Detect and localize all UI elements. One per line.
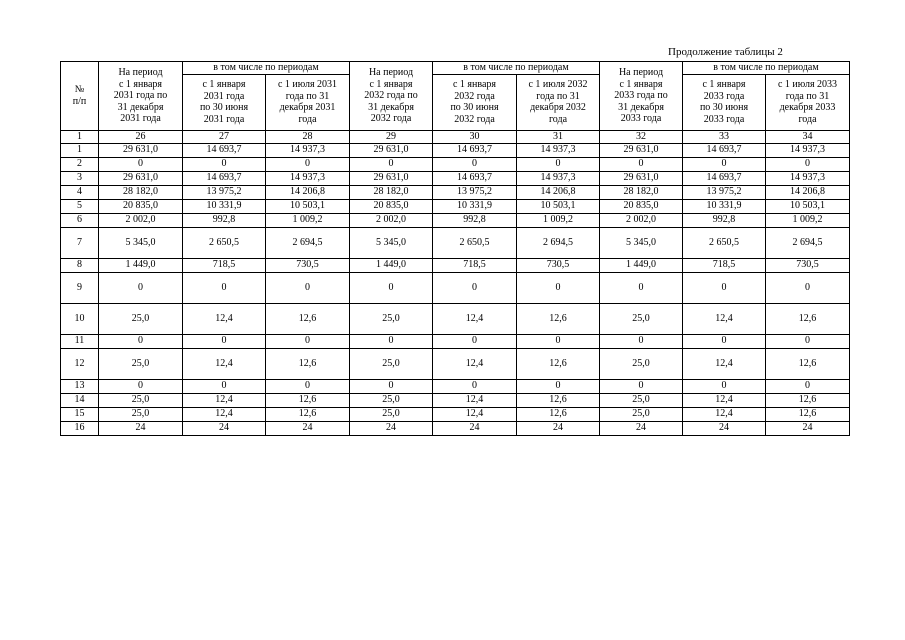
column-number-cell: 29 <box>350 130 433 143</box>
value-cell: 730,5 <box>766 258 850 272</box>
value-cell: 0 <box>600 272 683 303</box>
table-row <box>61 407 850 421</box>
value-cell: 20 835,0 <box>99 199 183 213</box>
value-cell: 14 693,7 <box>683 171 766 185</box>
value-cell: 0 <box>766 157 850 171</box>
value-cell: 5 345,0 <box>99 227 183 258</box>
value-cell: 0 <box>600 334 683 348</box>
value-cell: 14 937,3 <box>766 143 850 157</box>
value-cell: 0 <box>517 379 600 393</box>
period-full-header-2032: На период с 1 января 2032 года по 31 декабря 2032 года <box>350 62 433 131</box>
value-cell: 25,0 <box>600 348 683 379</box>
column-number-cell: 26 <box>99 130 183 143</box>
value-cell: 0 <box>350 272 433 303</box>
value-cell: 25,0 <box>99 393 183 407</box>
table-row <box>61 227 850 258</box>
value-cell: 12,6 <box>266 393 350 407</box>
half2-header-2033: с 1 июля 2033 года по 31 декабря 2033 года <box>766 74 850 130</box>
column-number-cell: 31 <box>517 130 600 143</box>
column-number-cell: 32 <box>600 130 683 143</box>
table-row <box>61 213 850 227</box>
value-cell: 0 <box>183 334 266 348</box>
table-row <box>61 348 850 379</box>
half1-header-2032: с 1 января 2032 года по 30 июня 2032 года <box>433 74 517 130</box>
row-number-cell: 16 <box>61 421 99 435</box>
value-cell: 24 <box>350 421 433 435</box>
value-cell: 2 650,5 <box>433 227 517 258</box>
data-table <box>60 61 850 436</box>
value-cell: 28 182,0 <box>350 185 433 199</box>
value-cell: 29 631,0 <box>350 171 433 185</box>
value-cell: 12,6 <box>766 407 850 421</box>
row-number-cell: 11 <box>61 334 99 348</box>
half1-header-2033: с 1 января 2033 года по 30 июня 2033 года <box>683 74 766 130</box>
value-cell: 12,4 <box>183 407 266 421</box>
row-number-cell: 8 <box>61 258 99 272</box>
value-cell: 0 <box>266 334 350 348</box>
column-number-cell: 30 <box>433 130 517 143</box>
value-cell: 0 <box>99 334 183 348</box>
value-cell: 718,5 <box>433 258 517 272</box>
value-cell: 2 002,0 <box>350 213 433 227</box>
table-row <box>61 379 850 393</box>
value-cell: 25,0 <box>99 303 183 334</box>
value-cell: 14 693,7 <box>433 171 517 185</box>
value-cell: 14 937,3 <box>517 143 600 157</box>
value-cell: 5 345,0 <box>350 227 433 258</box>
row-number-cell: 6 <box>61 213 99 227</box>
value-cell: 28 182,0 <box>600 185 683 199</box>
value-cell: 0 <box>99 272 183 303</box>
value-cell: 730,5 <box>517 258 600 272</box>
value-cell: 2 650,5 <box>683 227 766 258</box>
value-cell: 0 <box>433 272 517 303</box>
value-cell: 12,6 <box>517 407 600 421</box>
value-cell: 24 <box>683 421 766 435</box>
value-cell: 14 937,3 <box>266 143 350 157</box>
row-number-cell: 4 <box>61 185 99 199</box>
value-cell: 24 <box>183 421 266 435</box>
value-cell: 10 503,1 <box>266 199 350 213</box>
half2-header-2031: с 1 июля 2031 года по 31 декабря 2031 года <box>266 74 350 130</box>
value-cell: 14 693,7 <box>183 171 266 185</box>
value-cell: 718,5 <box>183 258 266 272</box>
value-cell: 1 009,2 <box>766 213 850 227</box>
value-cell: 1 449,0 <box>600 258 683 272</box>
value-cell: 12,6 <box>517 393 600 407</box>
value-cell: 12,6 <box>517 348 600 379</box>
value-cell: 1 449,0 <box>99 258 183 272</box>
value-cell: 0 <box>183 272 266 303</box>
value-cell: 0 <box>600 157 683 171</box>
value-cell: 25,0 <box>600 393 683 407</box>
periods-group-header-2031: в том числе по периодам <box>183 62 350 75</box>
row-number-header: № п/п <box>61 62 99 131</box>
row-number-cell: 10 <box>61 303 99 334</box>
value-cell: 24 <box>266 421 350 435</box>
row-number-cell: 9 <box>61 272 99 303</box>
value-cell: 5 345,0 <box>600 227 683 258</box>
value-cell: 0 <box>517 157 600 171</box>
value-cell: 0 <box>766 334 850 348</box>
value-cell: 14 206,8 <box>766 185 850 199</box>
value-cell: 730,5 <box>266 258 350 272</box>
row-number-cell: 2 <box>61 157 99 171</box>
value-cell: 0 <box>99 379 183 393</box>
value-cell: 13 975,2 <box>683 185 766 199</box>
column-numbers-row <box>61 130 850 143</box>
row-number-cell: 13 <box>61 379 99 393</box>
value-cell: 14 937,3 <box>766 171 850 185</box>
value-cell: 2 694,5 <box>266 227 350 258</box>
value-cell: 2 002,0 <box>99 213 183 227</box>
value-cell: 10 503,1 <box>517 199 600 213</box>
value-cell: 12,4 <box>683 393 766 407</box>
value-cell: 0 <box>183 379 266 393</box>
value-cell: 12,6 <box>766 348 850 379</box>
value-cell: 24 <box>600 421 683 435</box>
table-row <box>61 393 850 407</box>
table-row <box>61 199 850 213</box>
value-cell: 10 331,9 <box>433 199 517 213</box>
value-cell: 0 <box>683 157 766 171</box>
value-cell: 0 <box>600 379 683 393</box>
value-cell: 25,0 <box>600 303 683 334</box>
value-cell: 12,4 <box>433 407 517 421</box>
value-cell: 0 <box>433 334 517 348</box>
value-cell: 992,8 <box>183 213 266 227</box>
value-cell: 1 009,2 <box>517 213 600 227</box>
value-cell: 0 <box>350 334 433 348</box>
value-cell: 20 835,0 <box>600 199 683 213</box>
value-cell: 12,6 <box>266 407 350 421</box>
column-number-cell: 27 <box>183 130 266 143</box>
value-cell: 0 <box>766 379 850 393</box>
value-cell: 0 <box>517 334 600 348</box>
value-cell: 10 503,1 <box>766 199 850 213</box>
value-cell: 12,6 <box>266 303 350 334</box>
value-cell: 0 <box>183 157 266 171</box>
value-cell: 0 <box>517 272 600 303</box>
value-cell: 14 206,8 <box>517 185 600 199</box>
row-number-cell: 5 <box>61 199 99 213</box>
value-cell: 2 002,0 <box>600 213 683 227</box>
value-cell: 718,5 <box>683 258 766 272</box>
value-cell: 25,0 <box>350 407 433 421</box>
value-cell: 12,6 <box>517 303 600 334</box>
value-cell: 24 <box>433 421 517 435</box>
column-number-cell: 34 <box>766 130 850 143</box>
value-cell: 2 694,5 <box>766 227 850 258</box>
value-cell: 14 937,3 <box>517 171 600 185</box>
value-cell: 12,4 <box>433 348 517 379</box>
value-cell: 12,4 <box>183 348 266 379</box>
column-number-cell: 33 <box>683 130 766 143</box>
value-cell: 12,4 <box>183 303 266 334</box>
table-row <box>61 171 850 185</box>
value-cell: 25,0 <box>99 407 183 421</box>
value-cell: 992,8 <box>683 213 766 227</box>
value-cell: 10 331,9 <box>183 199 266 213</box>
value-cell: 2 650,5 <box>183 227 266 258</box>
table-caption: Продолжение таблицы 2 <box>668 46 783 58</box>
period-full-header-2031: На период с 1 января 2031 года по 31 декабря 2031 года <box>99 62 183 131</box>
value-cell: 0 <box>350 379 433 393</box>
row-number-cell: 7 <box>61 227 99 258</box>
value-cell: 12,4 <box>183 393 266 407</box>
row-number-cell: 14 <box>61 393 99 407</box>
value-cell: 0 <box>266 379 350 393</box>
value-cell: 0 <box>266 272 350 303</box>
value-cell: 14 206,8 <box>266 185 350 199</box>
table-row <box>61 272 850 303</box>
value-cell: 14 693,7 <box>183 143 266 157</box>
value-cell: 24 <box>99 421 183 435</box>
value-cell: 0 <box>683 272 766 303</box>
value-cell: 0 <box>99 157 183 171</box>
value-cell: 25,0 <box>350 348 433 379</box>
value-cell: 1 449,0 <box>350 258 433 272</box>
value-cell: 2 694,5 <box>517 227 600 258</box>
value-cell: 12,6 <box>266 348 350 379</box>
value-cell: 29 631,0 <box>350 143 433 157</box>
value-cell: 0 <box>683 379 766 393</box>
row-number-cell: 3 <box>61 171 99 185</box>
row-number-cell: 12 <box>61 348 99 379</box>
row-number-cell: 15 <box>61 407 99 421</box>
value-cell: 25,0 <box>99 348 183 379</box>
value-cell: 25,0 <box>600 407 683 421</box>
value-cell: 0 <box>350 157 433 171</box>
table-row <box>61 258 850 272</box>
value-cell: 28 182,0 <box>99 185 183 199</box>
row-number-cell: 1 <box>61 143 99 157</box>
column-number-cell: 28 <box>266 130 350 143</box>
value-cell: 29 631,0 <box>99 171 183 185</box>
value-cell: 0 <box>683 334 766 348</box>
value-cell: 12,6 <box>766 303 850 334</box>
table-row <box>61 421 850 435</box>
value-cell: 29 631,0 <box>600 143 683 157</box>
value-cell: 24 <box>766 421 850 435</box>
period-full-header-2033: На период с 1 января 2033 года по 31 декабря 2033 года <box>600 62 683 131</box>
value-cell: 20 835,0 <box>350 199 433 213</box>
periods-group-header-2032: в том числе по периодам <box>433 62 600 75</box>
value-cell: 12,4 <box>433 393 517 407</box>
value-cell: 1 009,2 <box>266 213 350 227</box>
value-cell: 12,6 <box>766 393 850 407</box>
value-cell: 14 693,7 <box>683 143 766 157</box>
value-cell: 25,0 <box>350 303 433 334</box>
table-row <box>61 303 850 334</box>
half2-header-2032: с 1 июля 2032 года по 31 декабря 2032 года <box>517 74 600 130</box>
value-cell: 0 <box>433 157 517 171</box>
value-cell: 992,8 <box>433 213 517 227</box>
table-row <box>61 334 850 348</box>
value-cell: 0 <box>266 157 350 171</box>
value-cell: 13 975,2 <box>183 185 266 199</box>
value-cell: 0 <box>433 379 517 393</box>
column-number-cell: 1 <box>61 130 99 143</box>
table-body <box>61 143 850 435</box>
value-cell: 12,4 <box>683 348 766 379</box>
value-cell: 29 631,0 <box>99 143 183 157</box>
table-row <box>61 143 850 157</box>
value-cell: 14 693,7 <box>433 143 517 157</box>
value-cell: 12,4 <box>433 303 517 334</box>
value-cell: 29 631,0 <box>600 171 683 185</box>
half1-header-2031: с 1 января 2031 года по 30 июня 2031 года <box>183 74 266 130</box>
value-cell: 0 <box>766 272 850 303</box>
value-cell: 13 975,2 <box>433 185 517 199</box>
value-cell: 10 331,9 <box>683 199 766 213</box>
value-cell: 24 <box>517 421 600 435</box>
table-row <box>61 185 850 199</box>
value-cell: 14 937,3 <box>266 171 350 185</box>
periods-group-header-2033: в том числе по периодам <box>683 62 850 75</box>
value-cell: 12,4 <box>683 407 766 421</box>
value-cell: 12,4 <box>683 303 766 334</box>
value-cell: 25,0 <box>350 393 433 407</box>
table-row <box>61 157 850 171</box>
